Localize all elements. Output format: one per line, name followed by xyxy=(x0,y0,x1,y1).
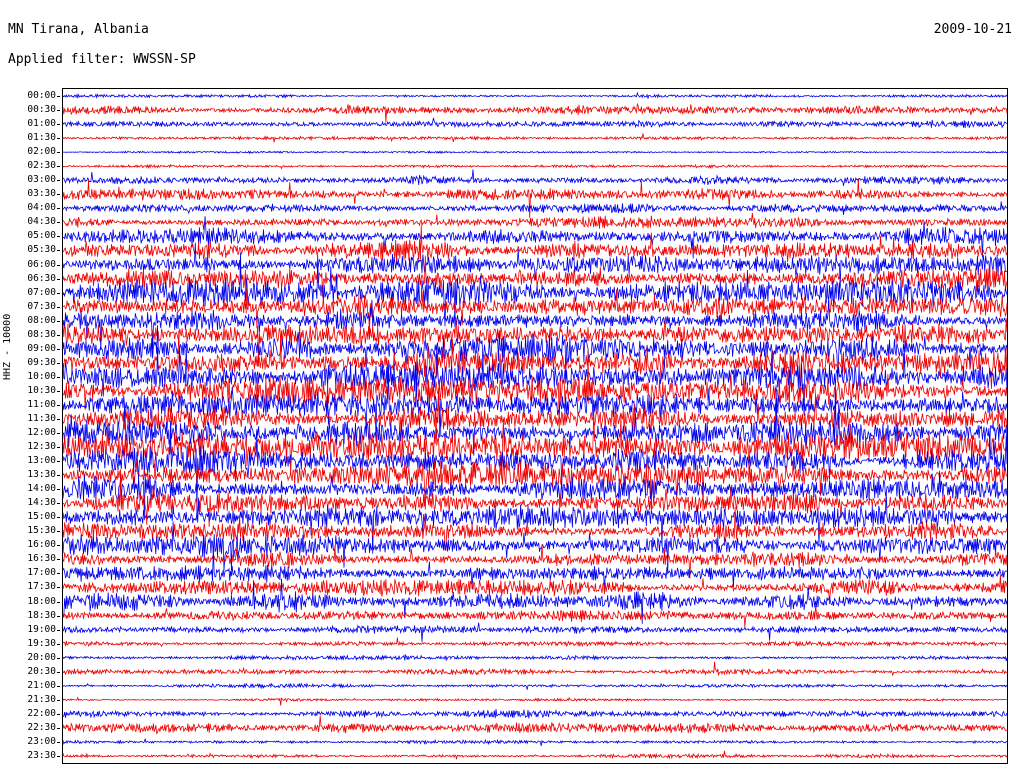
time-tick-label: 03:30 xyxy=(27,188,56,200)
time-tick-mark xyxy=(57,686,60,687)
time-tick-label: 13:00 xyxy=(27,455,56,467)
seismic-trace xyxy=(63,605,1007,627)
time-tick-label: 07:30 xyxy=(27,300,56,312)
time-tick-mark xyxy=(57,236,60,237)
time-tick-label: 00:30 xyxy=(27,104,56,116)
seismic-trace xyxy=(63,638,1007,647)
time-tick-mark xyxy=(57,545,60,546)
time-tick-mark xyxy=(57,517,60,518)
seismic-trace xyxy=(63,133,1007,142)
time-tick-mark xyxy=(57,433,60,434)
time-tick-label: 14:00 xyxy=(27,483,56,495)
time-tick-label: 06:30 xyxy=(27,272,56,284)
time-tick-mark xyxy=(57,489,60,490)
time-tick-label: 04:30 xyxy=(27,216,56,228)
seismic-trace xyxy=(63,201,1007,214)
time-tick-mark xyxy=(57,194,60,195)
time-tick-mark xyxy=(57,475,60,476)
time-tick-label: 09:00 xyxy=(27,342,56,354)
time-tick-label: 02:00 xyxy=(27,146,56,158)
time-tick-mark xyxy=(57,349,60,350)
time-tick-label: 03:00 xyxy=(27,174,56,186)
time-tick-mark xyxy=(57,96,60,97)
time-tick-label: 12:00 xyxy=(27,427,56,439)
time-tick-mark xyxy=(57,405,60,406)
time-tick-mark xyxy=(57,728,60,729)
time-axis xyxy=(0,88,60,764)
time-tick-label: 11:00 xyxy=(27,398,56,410)
time-tick-label: 05:30 xyxy=(27,244,56,256)
seismic-trace xyxy=(63,93,1007,99)
time-tick-mark xyxy=(57,208,60,209)
time-tick-label: 19:00 xyxy=(27,623,56,635)
time-tick-mark xyxy=(57,461,60,462)
applied-filter-label: Applied filter: WWSSN-SP xyxy=(8,52,196,67)
time-tick-label: 10:30 xyxy=(27,384,56,396)
time-tick-mark xyxy=(57,714,60,715)
time-tick-mark xyxy=(57,644,60,645)
time-tick-label: 02:30 xyxy=(27,160,56,172)
time-tick-mark xyxy=(57,700,60,701)
time-tick-mark xyxy=(57,587,60,588)
time-tick-label: 04:00 xyxy=(27,202,56,214)
time-tick-mark xyxy=(57,166,60,167)
time-tick-mark xyxy=(57,672,60,673)
time-tick-mark xyxy=(57,742,60,743)
time-tick-label: 06:00 xyxy=(27,258,56,270)
time-tick-mark xyxy=(57,152,60,153)
seismic-trace xyxy=(63,709,1007,718)
time-tick-mark xyxy=(57,222,60,223)
time-tick-mark xyxy=(57,559,60,560)
time-tick-label: 19:30 xyxy=(27,637,56,649)
time-tick-mark xyxy=(57,531,60,532)
seismic-trace xyxy=(63,716,1007,734)
time-tick-mark xyxy=(57,630,60,631)
time-tick-mark xyxy=(57,602,60,603)
time-tick-label: 15:30 xyxy=(27,525,56,537)
time-tick-label: 21:00 xyxy=(27,679,56,691)
time-tick-label: 14:30 xyxy=(27,497,56,509)
time-tick-label: 10:00 xyxy=(27,370,56,382)
time-tick-mark xyxy=(57,363,60,364)
time-tick-mark xyxy=(57,321,60,322)
time-tick-label: 00:00 xyxy=(27,90,56,101)
time-tick-label: 20:30 xyxy=(27,665,56,677)
seismic-trace xyxy=(63,104,1007,122)
time-tick-mark xyxy=(57,447,60,448)
seismic-trace xyxy=(63,179,1007,218)
helicorder-plot xyxy=(62,88,1008,764)
time-tick-label: 23:00 xyxy=(27,735,56,747)
seismic-trace xyxy=(63,118,1007,128)
time-tick-mark xyxy=(57,124,60,125)
record-date: 2009-10-21 xyxy=(933,22,1012,37)
time-tick-label: 13:30 xyxy=(27,469,56,481)
time-tick-mark xyxy=(57,756,60,757)
time-tick-label: 21:30 xyxy=(27,693,56,705)
time-tick-mark xyxy=(57,616,60,617)
time-tick-mark xyxy=(57,293,60,294)
time-tick-label: 12:30 xyxy=(27,441,56,453)
time-tick-mark xyxy=(57,265,60,266)
time-tick-mark xyxy=(57,110,60,111)
time-tick-label: 18:30 xyxy=(27,609,56,621)
seismic-trace xyxy=(63,165,1007,169)
time-tick-label: 01:00 xyxy=(27,118,56,130)
time-tick-label: 15:00 xyxy=(27,511,56,523)
seismic-trace xyxy=(63,751,1007,760)
time-tick-mark xyxy=(57,573,60,574)
time-tick-mark xyxy=(57,391,60,392)
time-tick-label: 05:00 xyxy=(27,230,56,242)
time-tick-mark xyxy=(57,138,60,139)
time-tick-label: 09:30 xyxy=(27,356,56,368)
time-tick-label: 18:00 xyxy=(27,595,56,607)
trace-canvas xyxy=(62,88,1008,764)
station-title: MN Tirana, Albania xyxy=(8,22,149,37)
time-tick-mark xyxy=(57,658,60,659)
seismic-trace xyxy=(63,655,1007,661)
time-tick-label: 16:00 xyxy=(27,539,56,551)
time-tick-label: 11:30 xyxy=(27,412,56,424)
time-tick-mark xyxy=(57,279,60,280)
seismic-trace xyxy=(63,623,1007,642)
time-tick-label: 01:30 xyxy=(27,132,56,144)
time-tick-label: 22:00 xyxy=(27,707,56,719)
time-tick-mark xyxy=(57,335,60,336)
time-tick-mark xyxy=(57,250,60,251)
seismic-trace xyxy=(63,684,1007,690)
time-tick-mark xyxy=(57,377,60,378)
seismic-trace xyxy=(63,739,1007,746)
time-tick-mark xyxy=(57,503,60,504)
time-tick-mark xyxy=(57,419,60,420)
time-tick-label: 23:30 xyxy=(27,750,56,761)
time-tick-label: 17:00 xyxy=(27,567,56,579)
seismic-trace xyxy=(63,662,1007,675)
time-tick-label: 08:00 xyxy=(27,314,56,326)
time-tick-mark xyxy=(57,307,60,308)
seismic-trace xyxy=(63,169,1007,185)
time-tick-label: 20:00 xyxy=(27,651,56,663)
time-tick-label: 07:00 xyxy=(27,286,56,298)
time-tick-label: 17:30 xyxy=(27,581,56,593)
seismic-trace xyxy=(63,698,1007,706)
time-tick-label: 22:30 xyxy=(27,721,56,733)
seismic-trace xyxy=(63,225,1007,262)
time-tick-label: 08:30 xyxy=(27,328,56,340)
y-axis-label: HHZ - 10000 xyxy=(2,313,13,380)
time-tick-label: 16:30 xyxy=(27,553,56,565)
seismic-trace xyxy=(63,151,1007,153)
time-tick-mark xyxy=(57,180,60,181)
